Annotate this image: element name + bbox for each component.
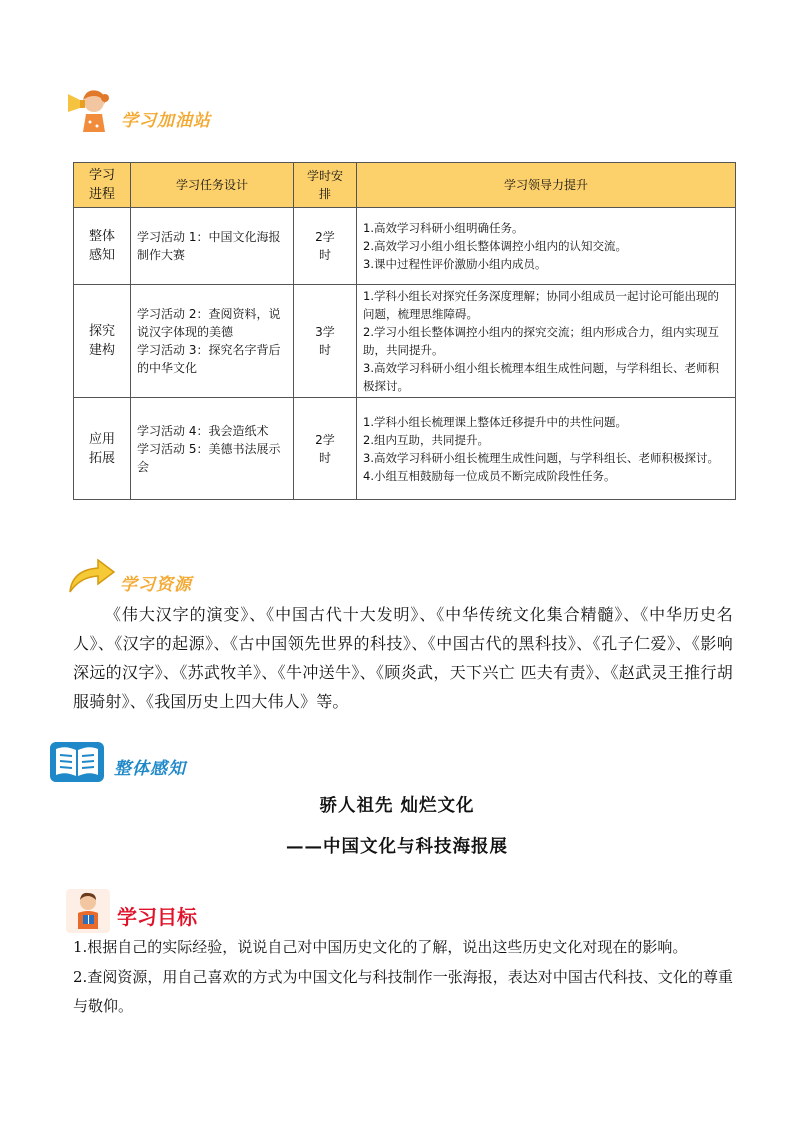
leadership-item: 1.学科小组长对探究任务深度理解；协同小组成员一起讨论可能出现的问题，梳理思维障碍。	[363, 289, 719, 321]
header-leadership: 学习领导力提升	[357, 163, 736, 208]
table-row	[74, 208, 736, 285]
leadership-item: 4.小组互相鼓励每一位成员不断完成阶段性任务。	[363, 468, 616, 483]
learning-goals-label: 学习目标	[117, 905, 197, 929]
resources-paragraph: 《伟大汉字的演变》、《中国古代十大发明》、《中华传统文化集合精髓》、《中华历史名人》、《汉字的起源》、《古中国领先世界的科技》、《中国古代的黑科技》、《孔子仁爱》、《影响深远的汉字》、《苏武牧羊》、《牛冲送牛》、《顾炎武，天下兴亡 匹夫有责》、《赵武灵王推行胡服骑射》、《我国历史上四大伟人》等。	[73, 605, 733, 711]
resources-header	[66, 556, 266, 600]
open-book-icon	[48, 740, 106, 784]
girl-megaphone-icon	[66, 88, 118, 136]
leadership-item: 3.高效学习科研小组小组长梳理本组生成性问题，与学科组长、老师积极探讨。	[363, 361, 719, 393]
overall-perception-label: 整体感知	[114, 759, 186, 779]
header-hours: 学时安排	[294, 163, 357, 208]
leadership-item: 2.高效学习小组小组长整体调控小组内的认知交流。	[363, 239, 627, 253]
goal-item: 1.根据自己的实际经验，说说自己对中国历史文化的了解，说出这些历史文化对现在的影响。	[73, 938, 688, 956]
hours-cell: 3学时	[294, 285, 357, 398]
leadership-item: 3.高效学习科研小组长梳理生成性问题，与学科组长、老师积极探讨。	[363, 450, 719, 465]
learning-plan-table	[73, 162, 736, 500]
table-row	[74, 285, 736, 398]
curved-arrow-icon	[66, 556, 118, 596]
stage-cell: 探究建构	[74, 285, 131, 398]
learning-goals-list	[73, 933, 733, 1022]
leadership-item: 2.学习小组长整体调控小组内的探究交流；组内形成合力，组内实现互助，共同提升。	[363, 325, 719, 357]
goal-item: 2.查阅资源，用自己喜欢的方式为中国文化与科技制作一张海报，表达对中国古代科技、文化的尊重与敬仰。	[73, 967, 733, 1015]
learning-station-label: 学习加油站	[121, 111, 211, 131]
learning-station-header	[66, 88, 266, 136]
leadership-item: 1.高效学习科研小组明确任务。	[363, 221, 524, 235]
header-task: 学习任务设计	[131, 163, 294, 208]
leadership-item: 3.课中过程性评价激励小组内成员。	[363, 257, 547, 271]
page-subtitle: ——中国文化与科技海报展	[286, 837, 508, 857]
leadership-item: 1.学科小组长梳理课上整体迁移提升中的共性问题。	[363, 414, 627, 429]
header-stage: 学习进程	[74, 163, 131, 208]
hours-cell: 2学时	[294, 398, 357, 500]
task-cell: 学习活动 1：中国文化海报制作大赛	[131, 208, 294, 285]
table-row	[74, 398, 736, 500]
boy-reading-icon	[66, 889, 110, 933]
stage-cell: 应用拓展	[74, 398, 131, 500]
resources-label: 学习资源	[120, 575, 192, 595]
stage-cell: 整体感知	[74, 208, 131, 285]
task-cell: 学习活动 2：查阅资料，说说汉字体现的美德 学习活动 3：探究名字背后的中华文化	[131, 285, 294, 398]
leadership-item: 2.组内互助，共同提升。	[363, 432, 489, 447]
task-cell: 学习活动 4：我会造纸术 学习活动 5：美德书法展示会	[131, 398, 294, 500]
leadership-cell	[357, 285, 736, 398]
table-header-row	[74, 163, 736, 208]
hours-cell: 2学时	[294, 208, 357, 285]
page-title: 骄人祖先 灿烂文化	[319, 796, 475, 816]
overall-perception-header	[48, 740, 248, 786]
leadership-cell	[357, 208, 736, 285]
leadership-cell	[357, 398, 736, 500]
